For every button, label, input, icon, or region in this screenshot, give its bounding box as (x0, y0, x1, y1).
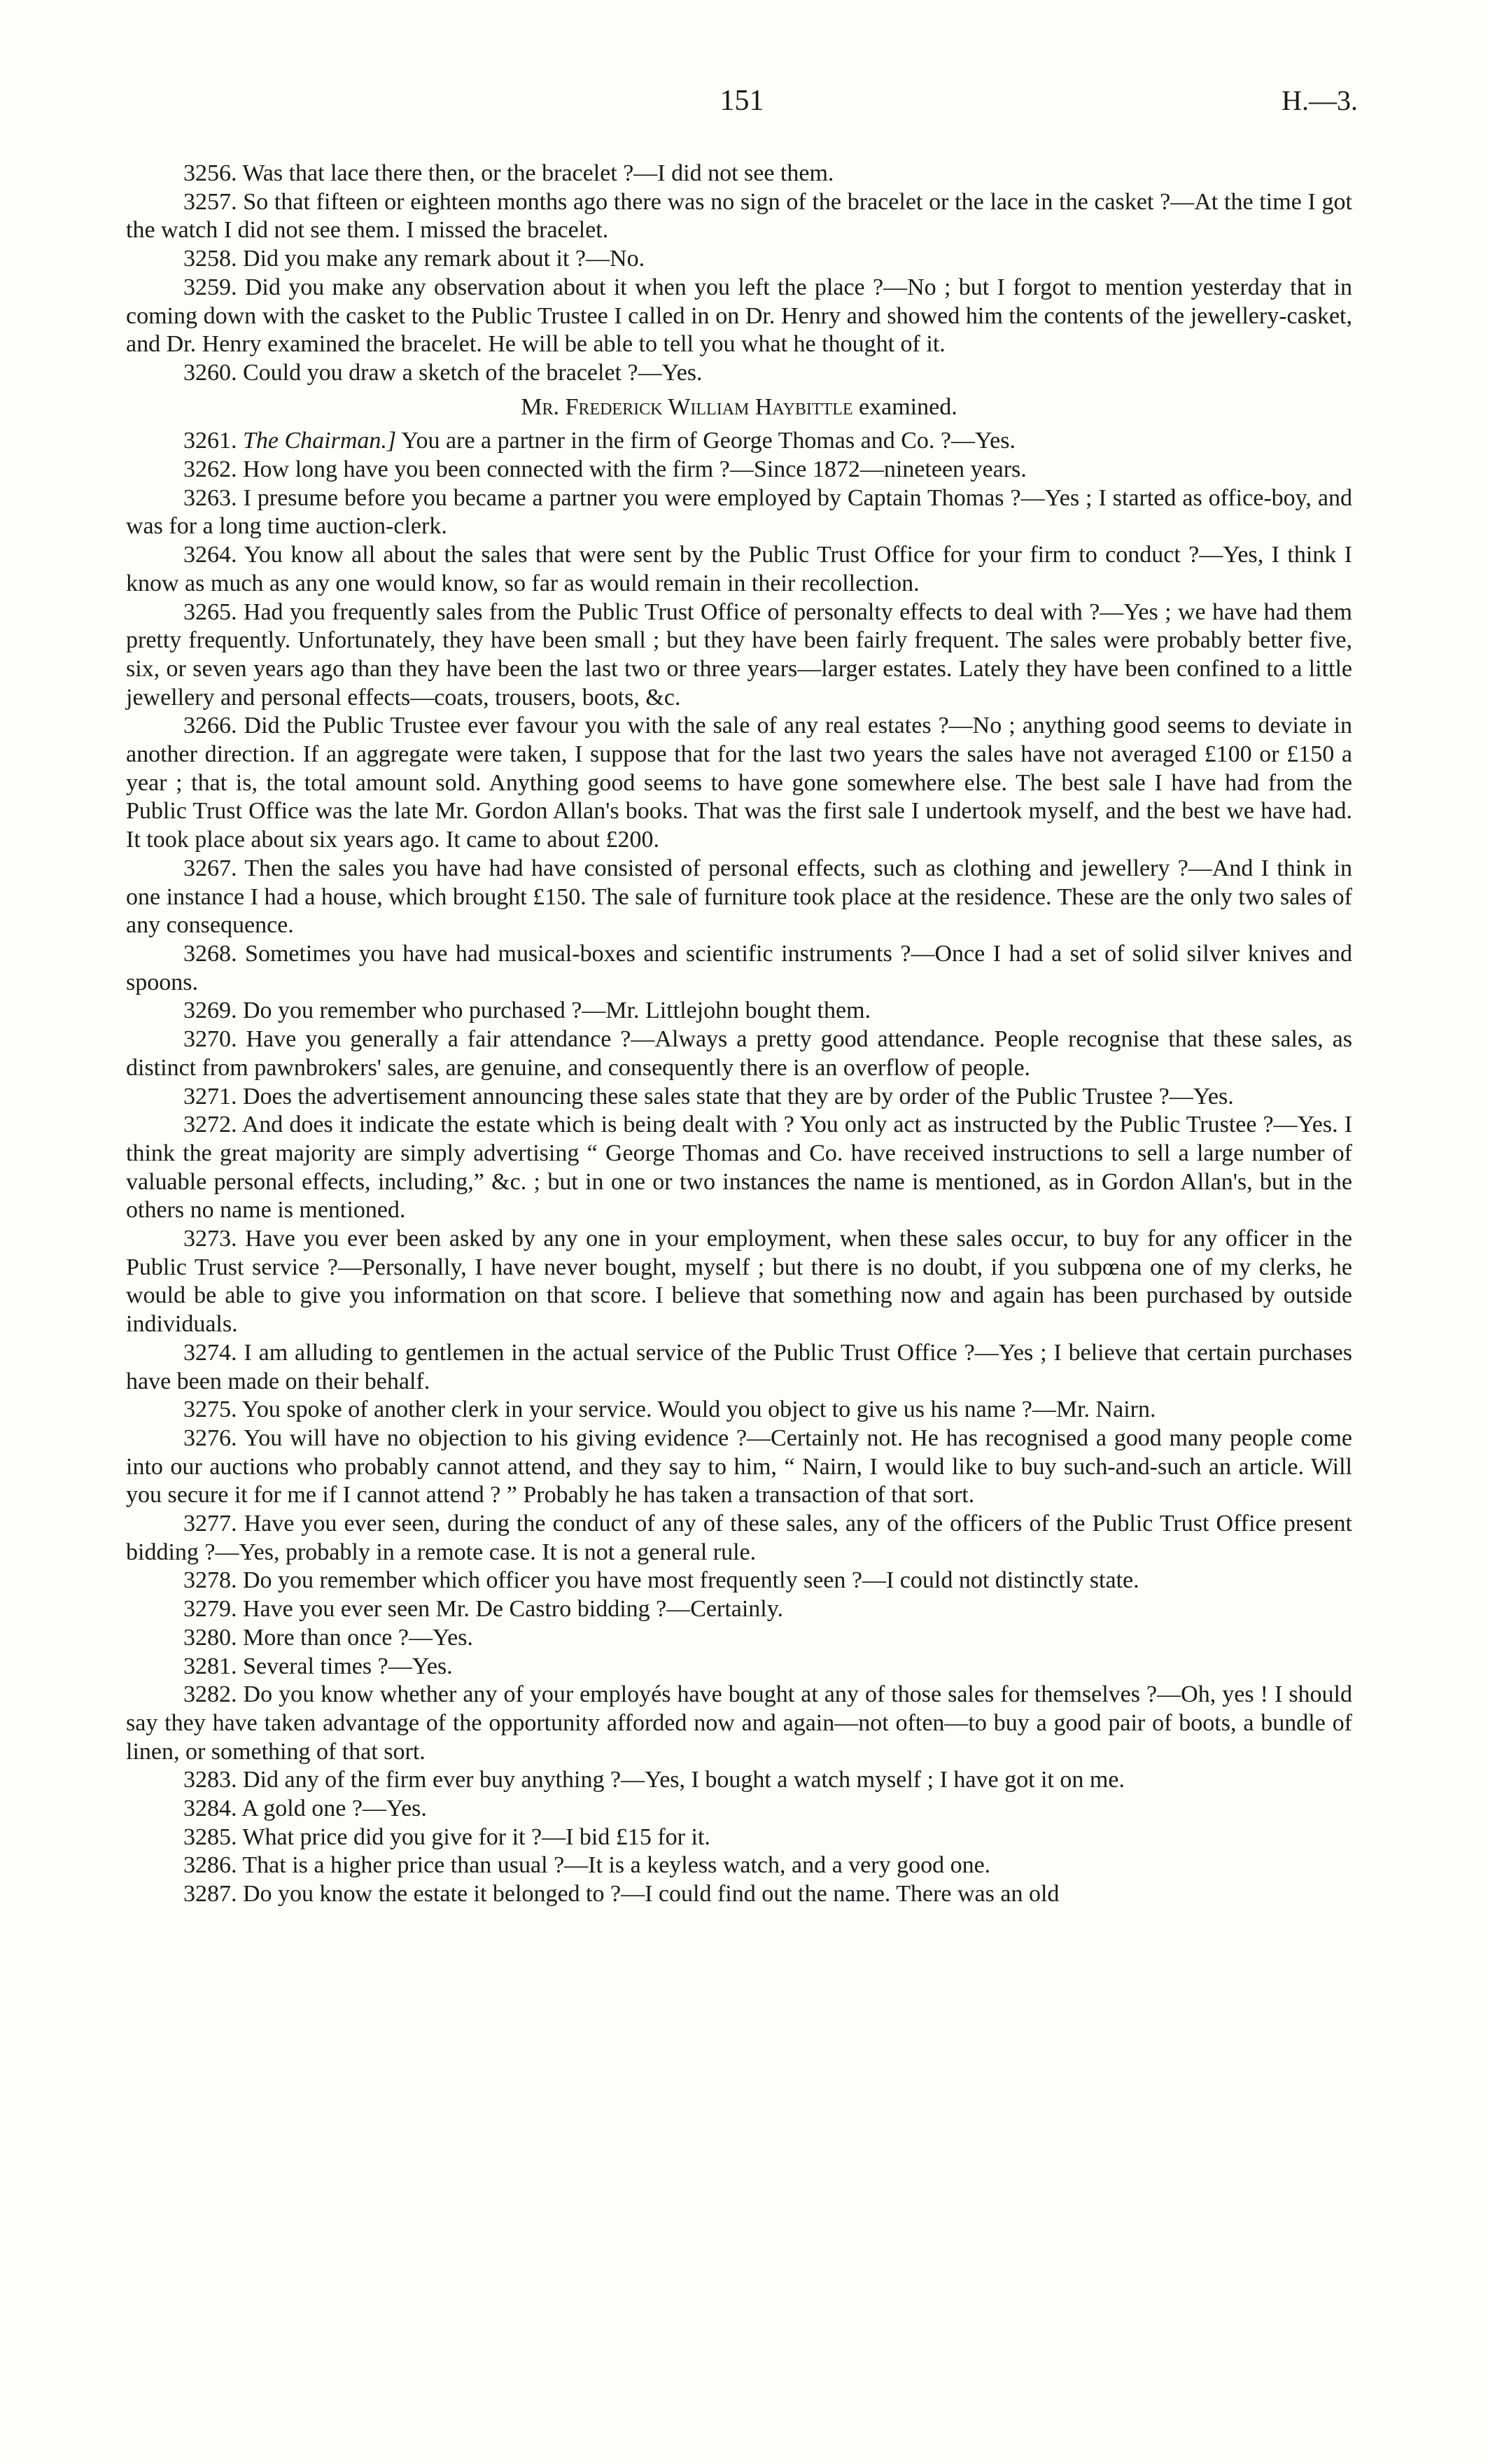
question-number: 3275. (183, 1396, 237, 1423)
question-number: 3267. (183, 855, 237, 881)
question-number: 3274. (183, 1339, 237, 1366)
question-number: 3278. (183, 1567, 237, 1594)
question-paragraph (126, 359, 1352, 388)
question-answer-text: Did you make any observation about it when you left the place ?—No ; but I forgot to mention yesterday that in coming down with the casket to the Public Trustee I called in on Dr. Henry and showed him the contents of the jewellery-casket, and Dr. Henry examined the bracelet. He will be able to tell you what he thought of it. (126, 274, 1353, 358)
question-paragraph (126, 1111, 1352, 1225)
page-number: 151 (720, 85, 764, 117)
question-answer-text: I presume before you became a partner you were employed by Captain Thomas ?—Yes ; I started as office-boy, and was for a long time auction-clerk. (126, 484, 1352, 540)
question-answer-text: That is a higher price than usual ?—It is a keyless watch, and a very good one. (242, 1852, 991, 1879)
question-answer-text: You are a partner in the firm of George Thomas and Co. ?—Yes. (396, 428, 1016, 454)
question-answer-text: Do you know the estate it belonged to ?—I could find out the name. There was an old (243, 1881, 1060, 1907)
question-answer-text: What price did you give for it ?—I bid £15 for it. (242, 1823, 710, 1850)
question-answer-text: Had you frequently sales from the Public Trust Office of personalty effects to deal with ?—Yes ; we have had them pretty frequently. Unfortunately, they have been small ; but they have been fairly frequent. The sales were probably better five, six, or seven years ago than they have been the last two or three years—larger estates. Lately they have been confined to a little jewellery and personal effects—coats, trousers, boots, &c. (126, 598, 1353, 710)
question-number: 3268. (183, 940, 237, 967)
question-answer-text: Several times ?—Yes. (243, 1653, 453, 1679)
question-answer-text: Have you ever seen Mr. De Castro bidding ?—Certainly. (243, 1596, 784, 1623)
question-number: 3263. (183, 484, 237, 511)
question-number: 3276. (183, 1424, 237, 1451)
question-answer-text: A gold one ?—Yes. (241, 1795, 427, 1822)
question-number: 3258. (183, 246, 237, 272)
question-number: 3260. (183, 359, 237, 386)
question-answer-text: Do you know whether any of your employés have bought at any of those sales for themselves ?—Oh, yes ! I should say they have taken advantage of the opportunity afforded now and again—not often—to buy a good pair of boots, a bundle of linen, or something of that sort. (126, 1681, 1352, 1765)
question-paragraph (126, 997, 1352, 1026)
question-answer-text: More than once ?—Yes. (243, 1624, 473, 1651)
question-paragraph (126, 245, 1352, 274)
question-number: 3256. (183, 160, 237, 186)
question-number: 3273. (183, 1226, 237, 1252)
question-number: 3287. (183, 1881, 237, 1907)
question-number: 3281. (183, 1653, 237, 1679)
question-paragraph (126, 1026, 1352, 1082)
question-paragraph (126, 940, 1352, 997)
question-answer-text: Have you ever been asked by any one in your employment, when these sales occur, to buy for any officer in the Public Trust service ?—Personally, I have never bought, myself ; but there is no doubt, if you subpœna one of my clerks, he would be able to give you information on that score. I believe that something now and again has been purchased by outside individuals. (126, 1226, 1353, 1338)
question-answer-text: Do you remember who purchased ?—Mr. Littlejohn bought them. (243, 997, 871, 1024)
question-number: 3262. (183, 456, 237, 483)
question-number: 3269. (183, 997, 237, 1024)
question-paragraph (126, 1851, 1352, 1880)
question-number: 3286. (183, 1852, 237, 1879)
question-answer-text: Sometimes you have had musical-boxes and scientific instruments ?—Once I had a set of solid silver knives and spoons. (126, 940, 1352, 995)
question-paragraph (126, 188, 1352, 245)
question-answer-text: You spoke of another clerk in your service. Would you object to give us his name ?—Mr. Nairn. (241, 1396, 1156, 1423)
question-number: 3277. (183, 1511, 237, 1537)
question-number: 3271. (183, 1083, 237, 1110)
question-answer-text: Did the Public Trustee ever favour you with the sale of any real estates ?—No ; anything good seems to deviate in another direction. If an aggregate were taken, I suppose that for the last two years the sales have not averaged £100 or £150 a year ; that is, the total amount sold. Anything good seems to have gone somewhere else. The best sale I have had from the Public Trust Office was the late Mr. Gordon Allan's books. That was the first sale I undertook myself, and the best we have had. It took place about six years ago. It came to about £200. (126, 713, 1352, 853)
question-answer-text: Then the sales you have had have consisted of personal effects, such as clothing and jewellery ?—And I think in one instance I had a house, which brought £150. The sale of furniture took place at the residence. These are the only two sales of any consequence. (126, 855, 1353, 939)
question-paragraph (126, 1880, 1352, 1909)
speaker-label: The Chairman.] (243, 428, 397, 454)
testimony-body (126, 160, 1352, 1909)
witness-heading-suffix: examined. (852, 393, 957, 420)
question-answer-text: I am alluding to gentlemen in the actual service of the Public Trust Office ?—Yes ; I believe that certain purchases have been made on their behalf. (126, 1339, 1353, 1394)
page-header (126, 84, 1358, 133)
question-paragraph (126, 1510, 1352, 1567)
question-paragraph (126, 1823, 1352, 1852)
question-paragraph (126, 1225, 1352, 1339)
question-paragraph (126, 456, 1352, 484)
question-paragraph (126, 1567, 1352, 1595)
question-answer-text: How long have you been connected with the firm ?—Since 1872—nineteen years. (243, 456, 1027, 483)
witness-heading (126, 393, 1352, 422)
question-paragraph (126, 1339, 1352, 1396)
question-answer-text: Could you draw a sketch of the bracelet ?—Yes. (243, 359, 703, 386)
question-paragraph (126, 1653, 1352, 1681)
question-number: 3279. (183, 1596, 237, 1623)
question-paragraph (126, 274, 1352, 359)
question-number: 3272. (183, 1112, 237, 1138)
question-number: 3282. (183, 1681, 237, 1708)
question-number: 3261. (183, 428, 237, 454)
question-paragraph (126, 160, 1352, 188)
question-number: 3259. (183, 274, 237, 300)
question-paragraph (126, 1681, 1352, 1766)
question-number: 3285. (183, 1823, 237, 1850)
question-paragraph (126, 1595, 1352, 1624)
question-answer-text: Was that lace there then, or the bracelet ?—I did not see them. (242, 160, 834, 186)
question-number: 3257. (183, 188, 237, 215)
question-answer-text: Have you ever seen, during the conduct of any of these sales, any of the officers of the Public Trust Office present bidding ?—Yes, probably in a remote case. It is not a general rule. (126, 1511, 1352, 1565)
question-number: 3265. (183, 598, 237, 625)
question-paragraph (126, 1396, 1352, 1424)
question-paragraph (126, 541, 1352, 598)
witness-name: Mr. Frederick William Haybittle (521, 393, 853, 420)
question-paragraph (126, 712, 1352, 855)
question-number: 3266. (183, 713, 237, 739)
question-paragraph (126, 484, 1352, 541)
question-answer-text: So that fifteen or eighteen months ago there was no sign of the bracelet or the lace in the casket ?—At the time I got the watch I did not see them. I missed the bracelet. (126, 188, 1353, 244)
question-paragraph (126, 1795, 1352, 1823)
question-answer-text: Do you remember which officer you have most frequently seen ?—I could not distinctly state. (243, 1567, 1139, 1594)
question-number: 3283. (183, 1767, 237, 1793)
question-answer-text: Have you generally a fair attendance ?—Always a pretty good attendance. People recognise that these sales, as distinct from pawnbrokers' sales, are genuine, and consequently there is an overflow of people. (126, 1026, 1352, 1081)
question-answer-text: And does it indicate the estate which is being dealt with ? You only act as instructed by the Public Trustee ?—Yes. I think the great majority are simply advertising “ George Thomas and Co. have received instructions to sell a large number of valuable personal effects, including,” &c. ; but in one or two instances the name is mentioned, as in Gordon Allan's, but in the others no name is mentioned. (126, 1112, 1353, 1224)
question-answer-text: Did you make any remark about it ?—No. (243, 246, 645, 272)
question-answer-text: Did any of the firm ever buy anything ?—Yes, I bought a watch myself ; I have got it on me. (243, 1767, 1125, 1793)
question-paragraph (126, 1624, 1352, 1653)
question-paragraph (126, 1766, 1352, 1795)
question-answer-text: You will have no objection to his giving evidence ?—Certainly not. He has recognised a good many people come into our auctions who probably cannot attend, and they say to him, “ Nairn, I would like to buy such-and-such an article. Will you secure it for me if I cannot attend ? ” Probably he has taken a transaction of that sort. (126, 1424, 1352, 1508)
question-answer-text: Does the advertisement announcing these sales state that they are by order of the Public Trustee ?—Yes. (243, 1083, 1234, 1110)
question-paragraph (126, 855, 1352, 940)
question-paragraph (126, 1424, 1352, 1510)
question-answer-text: You know all about the sales that were sent by the Public Trust Office for your firm to conduct ?—Yes, I think I know as much as any one would know, so far as would remain in their recollection. (126, 542, 1352, 596)
question-paragraph (126, 1083, 1352, 1112)
question-number: 3264. (183, 542, 237, 568)
question-paragraph (126, 427, 1352, 456)
document-reference: H.—3. (1282, 85, 1358, 116)
question-number: 3280. (183, 1624, 237, 1651)
question-paragraph (126, 598, 1352, 713)
question-number: 3270. (183, 1026, 237, 1053)
question-number: 3284. (183, 1795, 237, 1822)
